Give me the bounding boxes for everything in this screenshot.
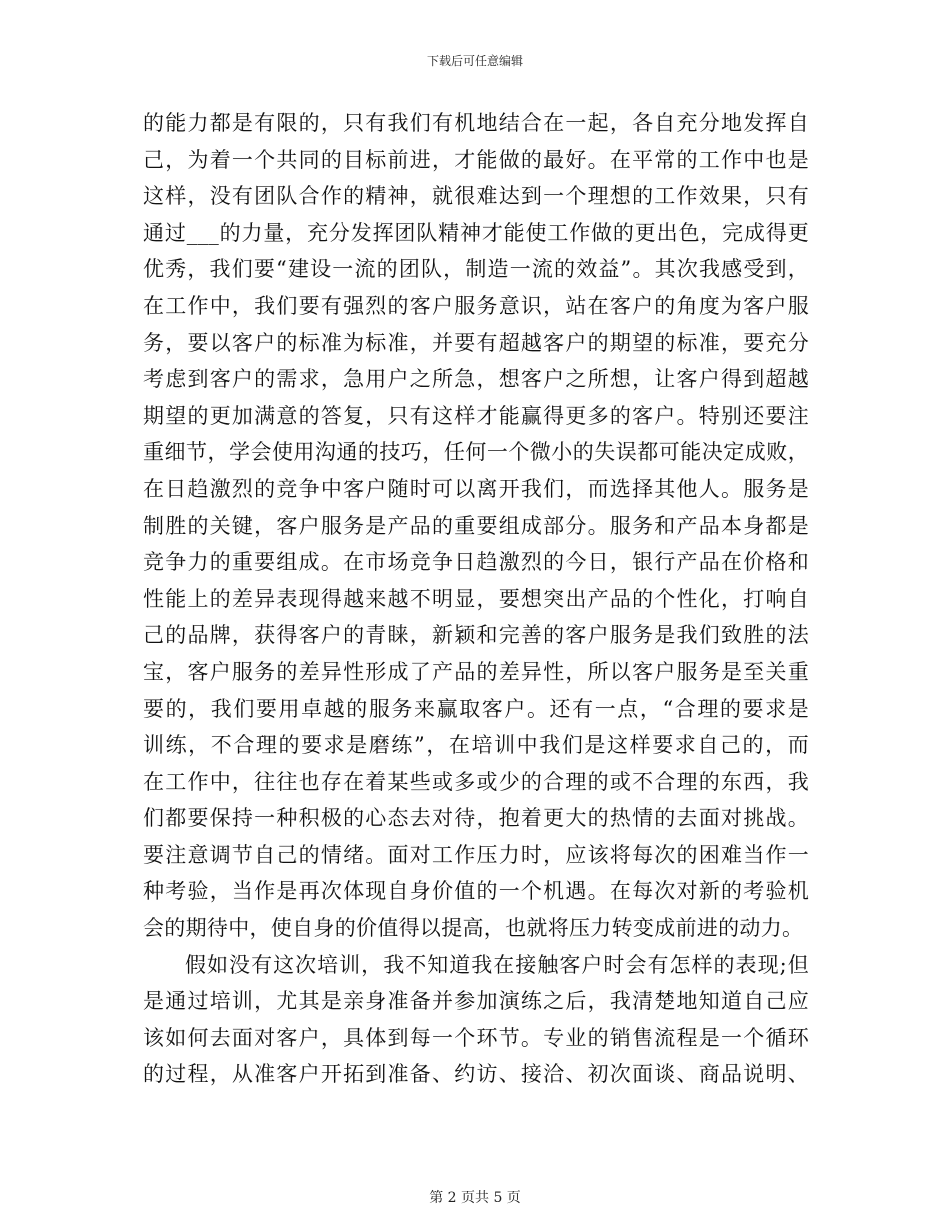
text-line: 的能力都是有限的，只有我们有机地结合在一起，各自充分地发挥自 bbox=[143, 111, 809, 135]
text-line: 通过___的力量，充分发挥团队精神才能使工作做的更出色，完成得更 bbox=[143, 220, 809, 245]
text-line: 宝，客户服务的差异性形成了产品的差异性，所以客户服务是至关重 bbox=[143, 659, 809, 684]
text-line: 优秀，我们要“建设一流的团队，制造一流的效益”。其次我感受到， bbox=[143, 257, 809, 282]
text-line: 的过程，从准客户开拓到准备、约访、接洽、初次面谈、商品说明、 bbox=[143, 1062, 809, 1087]
text-line: 该如何去面对客户，具体到每一个环节。专业的销售流程是一个循环 bbox=[143, 1025, 809, 1050]
text-line: 是通过培训，尤其是亲身准备并参加演练之后，我清楚地知道自己应 bbox=[143, 989, 809, 1014]
text-line: 会的期待中，使自身的价值得以提高，也就将压力转变成前进的动力。 bbox=[143, 916, 804, 941]
text-line: 竞争力的重要组成。在市场竞争日趋激烈的今日，银行产品在价格和 bbox=[143, 550, 809, 575]
text-line: 训练，不合理的要求是磨练”，在培训中我们是这样要求自己的，而 bbox=[143, 733, 809, 758]
text-line: 性能上的差异表现得越来越不明显，要想突出产品的个性化，打响自 bbox=[143, 586, 809, 611]
paragraph-first-line: 假如没有这次培训，我不知道我在接触客户时会有怎样的表现;但 bbox=[185, 952, 809, 977]
text-line: 己，为着一个共同的目标前进，才能做的最好。在平常的工作中也是 bbox=[143, 147, 809, 172]
text-line: 期望的更加满意的答复，只有这样才能赢得更多的客户。特别还要注 bbox=[143, 403, 809, 428]
document-body bbox=[143, 105, 809, 1093]
text-line: 们都要保持一种积极的心态去对待，抱着更大的热情的去面对挑战。 bbox=[143, 806, 809, 831]
text-line: 在日趋激烈的竞争中客户随时可以离开我们，而选择其他人。服务是 bbox=[143, 476, 809, 501]
text-line: 在工作中，往往也存在着某些或多或少的合理的或不合理的东西，我 bbox=[143, 769, 809, 794]
text-line: 这样，没有团队合作的精神，就很难达到一个理想的工作效果，只有 bbox=[143, 184, 809, 209]
text-line: 要的，我们要用卓越的服务来赢取客户。还有一点，“合理的要求是 bbox=[143, 696, 809, 721]
page-number-footer: 第 2 页共 5 页 bbox=[429, 1190, 521, 1206]
text-line: 考虑到客户的需求，急用户之所急，想客户之所想，让客户得到超越 bbox=[143, 367, 809, 392]
text-line: 重细节，学会使用沟通的技巧，任何一个微小的失误都可能决定成败， bbox=[143, 440, 809, 465]
page-header: 下载后可任意编辑 bbox=[426, 54, 523, 68]
text-line: 制胜的关键，客户服务是产品的重要组成部分。服务和产品本身都是 bbox=[143, 513, 809, 538]
text-line: 在工作中，我们要有强烈的客户服务意识，站在客户的角度为客户服 bbox=[143, 293, 809, 318]
text-line: 己的品牌，获得客户的青睐，新颖和完善的客户服务是我们致胜的法 bbox=[143, 623, 809, 648]
text-line: 要注意调节自己的情绪。面对工作压力时，应该将每次的困难当作一 bbox=[143, 842, 809, 867]
text-line: 务，要以客户的标准为标准，并要有超越客户的期望的标准，要充分 bbox=[143, 330, 809, 355]
text-line: 种考验，当作是再次体现自身价值的一个机遇。在每次对新的考验机 bbox=[143, 879, 809, 904]
